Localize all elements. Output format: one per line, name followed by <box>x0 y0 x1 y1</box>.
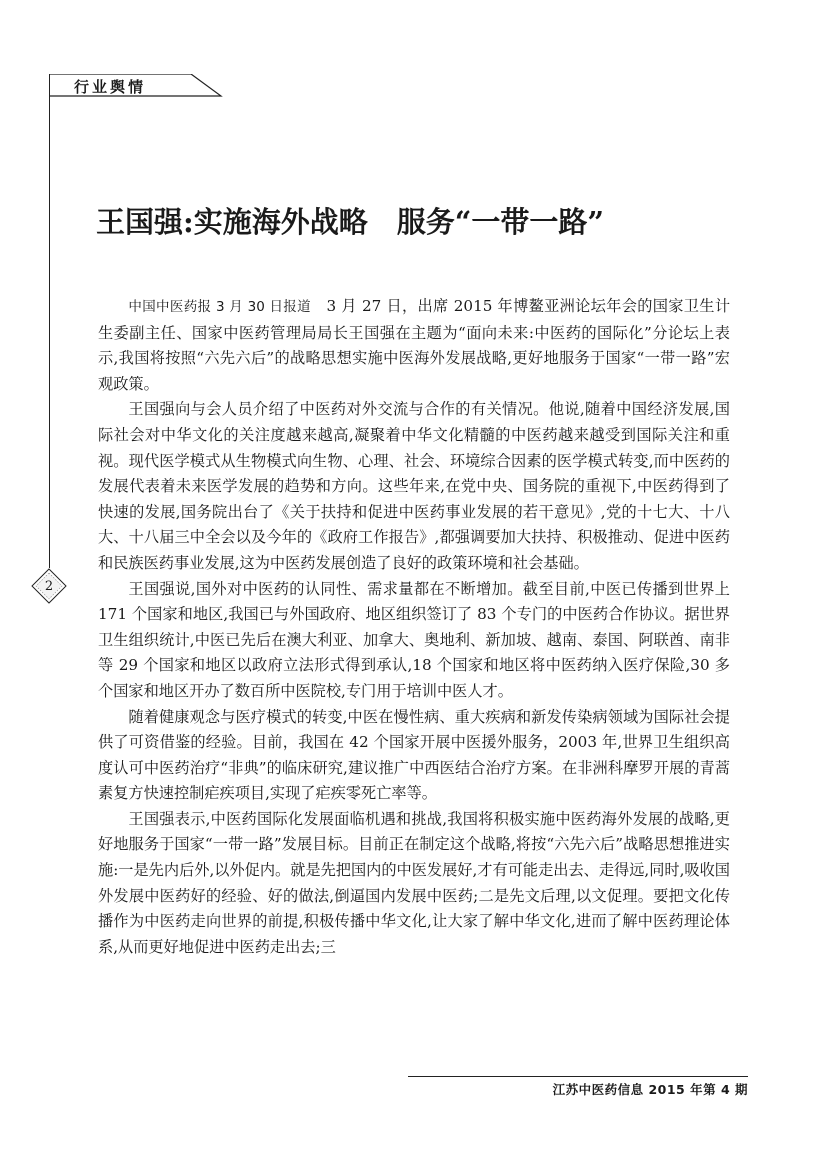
paragraph-2: 王国强向与会人员介绍了中医药对外交流与合作的有关情况。他说,随着中国经济发展,国际社会对中华文化的关注度越来越高,凝聚着中华文化精髓的中医药越来越受到国际关注和重视。现代医学模式从生物模式向生物、心理、社会、环境综合因素的医学模式转变,而中医药的发展代表着未来医学发展的趋势和方向。这些年来,在党中央、国务院的重视下,中医药得到了快速的发展,国务院出台了《关于扶持和促进中医药事业发展的若干意见》,党的十七大、十八大、十八届三中全会以及今年的《政府工作报告》,都强调要加大扶持、积极推动、促进中医药和民族医药事业发展,这为中医药发展创造了良好的政策环境和社会基础。 <box>98 400 730 572</box>
article-lead: 中国中医药报 3 月 30 日报道 <box>128 299 311 315</box>
frame-line <box>49 74 50 568</box>
page-number: 2 <box>44 578 54 594</box>
paragraph-1 <box>98 294 730 397</box>
journal-footer: 江苏中医药信息 2015 年第 4 期 <box>552 1082 748 1097</box>
paragraph-3: 王国强说,国外对中医药的认同性、需求量都在不断增加。截至目前,中医已传播到世界上 171 个国家和地区,我国已与外国政府、地区组织签订了 83 个专门的中医药合作协议。据世界卫生组织统计,中医已先后在澳大利亚、加拿大、奥地利、新加坡、越南、泰国、阿联酋、南非等 29 个国家和地区以政府立法形式得到承认,18 个国家和地区将中医药纳入医疗保险,30 多个国家和地区开办了数百所中医院校,专门用于培训中医人才。 <box>98 579 730 700</box>
paragraph-1-text: 3 月 27 日，出席 2015 年博鳌亚洲论坛年会的国家卫生计生委副主任、国家中医药管理局局长王国强在主题为“面向未来:中医药的国际化”分论坛上表示,我国将按照“六先六后”的战略思想实施中医海外发展战略,更好地服务于国家“一带一路”宏观政策。 <box>98 297 731 393</box>
paragraph-4: 随着健康观念与医疗模式的转变,中医在慢性病、重大疾病和新发传染病领域为国际社会提供了可资借鉴的经验。目前，我国在 42 个国家开展中医援外服务，2003 年,世界卫生组织高度认可中医药治疗“非典”的临床研究,建议推广中西医结合治疗方案。在非洲科摩罗开展的青蒿素复方快速控制疟疾项目,实现了疟疾零死亡率等。 <box>98 707 730 803</box>
article-title: 王国强:实施海外战略 服务“一带一路” <box>96 205 605 239</box>
page-number-badge <box>31 568 67 604</box>
paragraph-5: 王国强表示,中医药国际化发展面临机遇和挑战,我国将积极实施中医药海外发展的战略,更好地服务于国家“一带一路”发展目标。目前正在制定这个战略,将按“六先六后”战略思想推进实施:一是先内后外,以外促内。就是先把国内的中医发展好,才有可能走出去、走得远,同时,吸收国外发展中医药好的经验、好的做法,倒逼国内发展中医药;二是先文后理,以文促理。要把文化传播作为中医药走向世界的前提,积极传播中华文化,让大家了解中华文化,进而了解中医药理论体系,从而更好地促进中医药走出去;三 <box>98 809 730 956</box>
article-body <box>98 294 730 960</box>
footer-rule <box>408 1076 748 1077</box>
section-label: 行业舆情 <box>74 78 147 96</box>
